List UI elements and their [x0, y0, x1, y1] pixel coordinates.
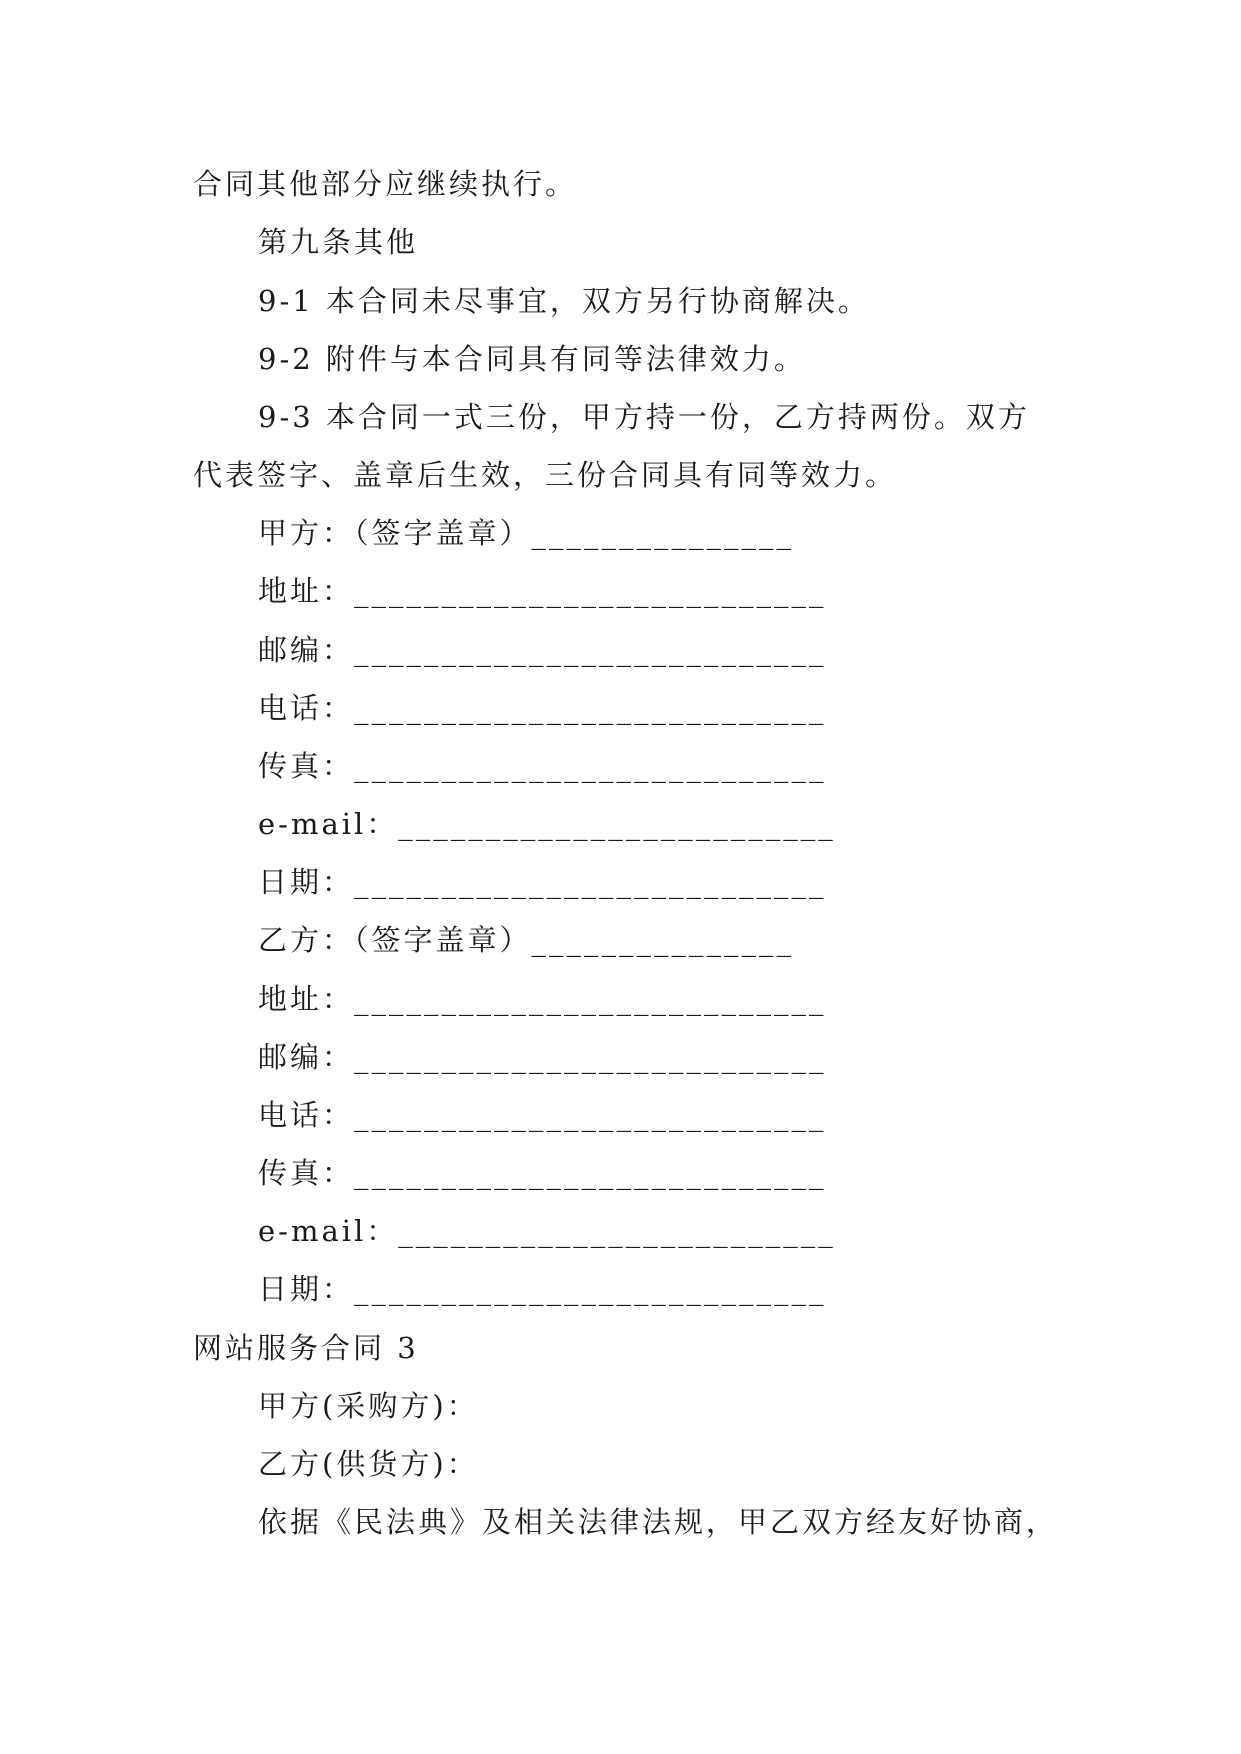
party-b-signature: 乙方：（签字盖章）_______________: [258, 923, 795, 957]
party-b-email: e-mail：_________________________: [258, 1214, 836, 1248]
party-b-postcode: 邮编：___________________________: [258, 1040, 827, 1074]
party-b-phone: 电话：___________________________: [258, 1098, 827, 1132]
clause-9-3-continuation: 代表签字、盖章后生效，三份合同具有同等效力。: [193, 458, 898, 492]
party-b-date: 日期：___________________________: [258, 1272, 827, 1306]
party-a-signature: 甲方：（签字盖章）_______________: [258, 516, 795, 550]
clause-9-3: 9-3 本合同一式三份，甲方持一份，乙方持两份。双方: [258, 400, 1030, 434]
party-b-fax: 传真：___________________________: [258, 1156, 827, 1190]
supplier-party-line: 乙方(供货方)：: [258, 1447, 479, 1481]
party-a-postcode: 邮编：___________________________: [258, 633, 827, 667]
party-a-address: 地址：___________________________: [258, 574, 827, 608]
party-a-date: 日期：___________________________: [258, 865, 827, 899]
buyer-party-line: 甲方(采购方)：: [258, 1389, 479, 1423]
party-a-fax: 传真：___________________________: [258, 749, 827, 783]
contract-title: 网站服务合同 3: [193, 1331, 419, 1365]
party-a-phone: 电话：___________________________: [258, 691, 827, 725]
paragraph-continuation: 合同其他部分应继续执行。: [193, 167, 578, 201]
legal-basis-paragraph: 依据《民法典》及相关法律法规，甲乙双方经友好协商，: [258, 1505, 1059, 1539]
party-b-address: 地址：___________________________: [258, 982, 827, 1016]
clause-9-1: 9-1 本合同未尽事宜，双方另行协商解决。: [258, 284, 870, 318]
article-nine-heading: 第九条其他: [258, 225, 419, 259]
clause-9-2: 9-2 附件与本合同具有同等法律效力。: [258, 342, 806, 376]
party-a-email: e-mail：_________________________: [258, 807, 836, 841]
